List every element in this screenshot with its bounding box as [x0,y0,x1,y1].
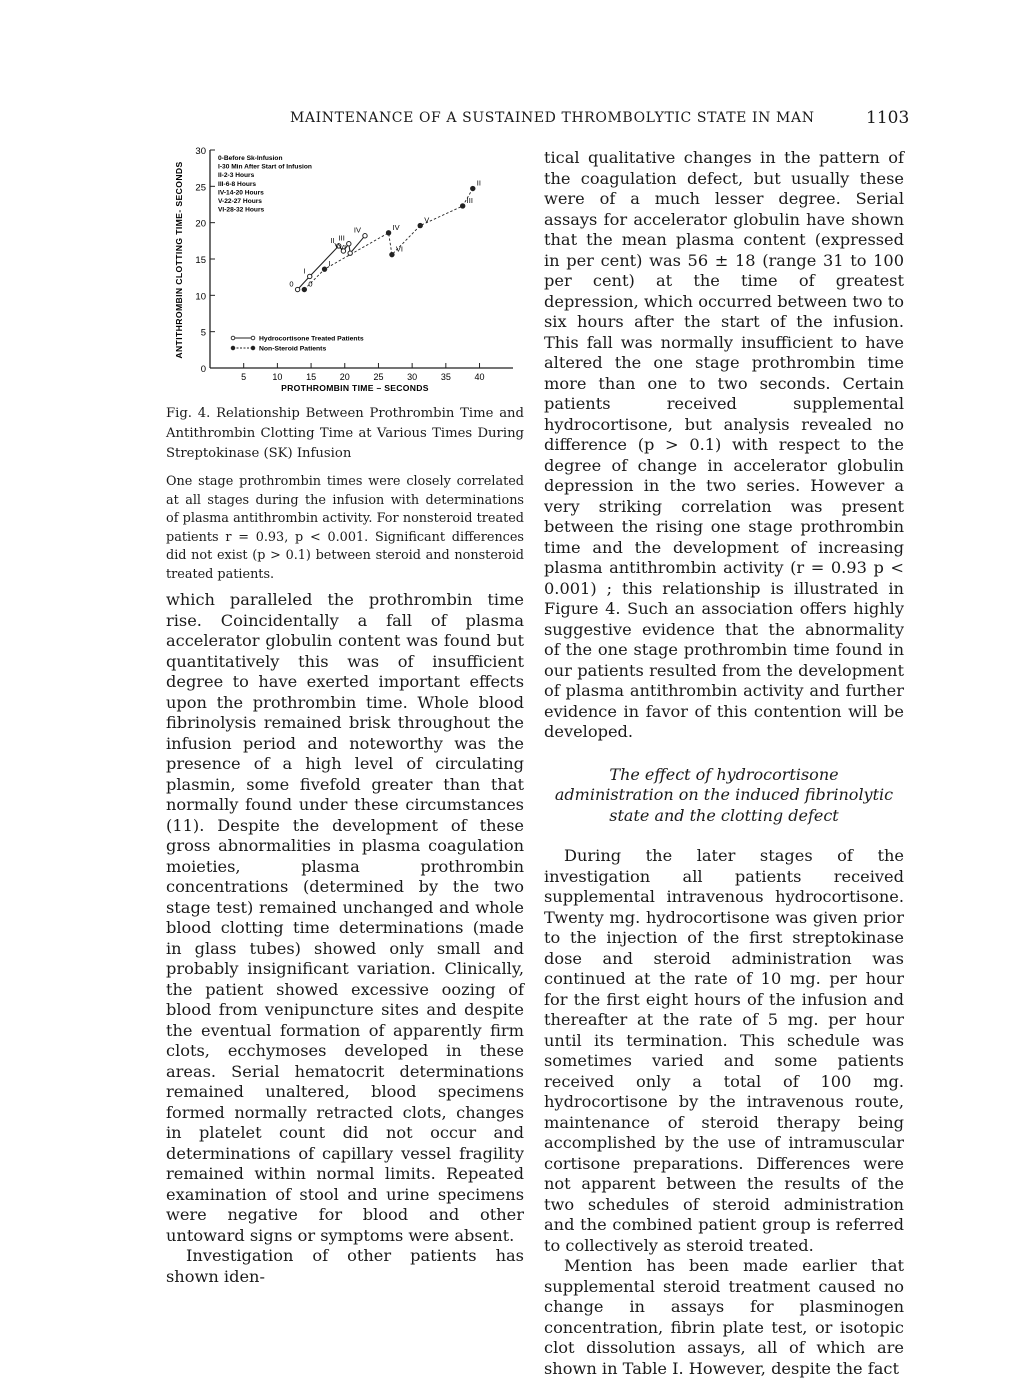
non-steroid-point [302,287,306,291]
stage-legend-item: III-6-8 Hours [218,180,257,188]
point-stage-label: II [476,178,481,188]
non-steroid-point [390,252,394,256]
stage-legend-item: V-22-27 Hours [218,198,262,205]
left-paragraph-1: which paralleled the prothrombin time rise. Coincidentally a fall of plasma accelerator globulin content was found but quantitatively this was of insufficient degree to have exerted important effects upon the prothrombin time. Whole blood fibrinolysis remained brisk throughout the infusion period and noteworthy was the presence of a high level of circulating plasmin, some fivefold greater than that normally found under these circumstances (11). Despite the development of these gross abnormalities in plasma coagulation moieties, plasma prothrombin concentrations (determined by the two stage test) remained unchanged and whole blood clotting time determinations (made in glass tubes) showed only small and probably insignificant variation. Clinically, the patient showed excessive oozing of blood from venipuncture sites and despite the eventual formation of apparently firm clots, ecchymoses developed in these areas. Serial hematocrit determinations remained unaltered, blood specimens formed normally retracted clots, changes in platelet count did not occur and determinations of capillary vessel fragility remained within normal limits. Repeated examination of stool and urine specimens were negative for blood and other untoward signs or symptoms were absent. [166,590,524,1245]
point-stage-label: V [334,241,340,251]
chart-series-lines [298,189,473,290]
x-axis-label: PROTHROMBIN TIME – SECONDS [281,383,429,393]
point-stage-label: II [330,235,335,245]
section-heading: The effect of hydrocortisone administration on the induced fibrinolytic state and the clotting defect [554,764,894,825]
y-tick-label: 5 [200,327,206,339]
left-column [166,590,524,1287]
caption-body: One stage prothrombin times were closely correlated at all stages during the infusion with determinations of plasma antithrombin activity. For nonsteroid treated patients r = 0.93, p < 0.001. Significant differences did not exist (p > 0.1) between steroid and nonsteroid treated patients. [166,474,524,582]
non-steroid-point [418,223,422,227]
non-steroid-point [322,267,326,271]
stage-legend-item: II-2-3 Hours [218,172,255,180]
point-stage-label: VI [339,243,347,253]
point-stage-label: 0 [289,279,294,289]
point-stage-label: I [303,266,306,276]
page-number: 1103 [866,108,910,128]
point-stage-label: 0 [308,279,313,289]
hydrocortisone-point [308,274,312,278]
y-tick-label: 15 [195,255,206,266]
non-steroid-point [386,231,390,235]
figure-caption [166,404,524,585]
hydrocortisone-point [295,287,299,291]
x-tick-label: 5 [241,372,247,382]
legend-marker [231,336,235,340]
y-tick-label: 25 [195,182,206,194]
stage-legend-item: IV-14-20 Hours [218,189,264,197]
stage-legend-item: I-30 Min After Start of Infusion [218,163,312,171]
right-paragraph-2: During the later stages of the investigation all patients received supplemental intravenous hydrocortisone. Twenty mg. hydrocortisone was given prior to the injection of the first streptokinase dose and steroid administration was continued at the rate of 10 mg. per hour for the first eight hours of the infusion and thereafter at the rate of 5 mg. per hour until its termination. This schedule was sometimes varied and some patients received only a total of 100 mg. hydrocortisone by the intravenous route, maintenance of steroid therapy being accomplished by the use of intramuscular cortisone preparations. Differences were not apparent between the results of the two schedules of steroid administration and the combined patient group is referred to collectively as steroid treated. [544,846,904,1255]
caption-heading: Fig. 4. Relationship Between Prothrombin Time and Antithrombin Clotting Time at Various Times During Streptokinase (SK) Infusion [166,406,524,461]
point-stage-label: VI [395,244,404,254]
x-tick-label: 25 [373,372,384,382]
x-tick-label: 20 [339,372,350,382]
point-stage-label: I [328,259,331,269]
left-paragraph-2: Investigation of other patients has shown iden- [166,1246,524,1286]
y-tick-label: 10 [195,291,206,303]
running-head: MAINTENANCE OF A SUSTAINED THROMBOLYTIC STATE IN MAN [290,110,815,126]
y-tick-label: 20 [195,218,206,230]
x-tick-label: 40 [474,372,485,382]
chart-points [289,179,481,292]
stage-legend-item: VI-28-32 Hours [218,206,265,214]
non-steroid-point [460,204,464,208]
stage-legend [218,155,312,214]
right-column [544,148,904,1379]
legend-marker [251,346,255,350]
hydrocortisone-point [347,242,351,246]
series-legend [231,336,364,353]
figure-4-scatter-plot [160,140,530,400]
point-stage-label: III [338,233,345,243]
point-stage-label: V [424,215,430,225]
x-tick-label: 30 [407,372,418,382]
non-steroid-point [471,186,475,190]
y-tick-label: 0 [200,364,206,375]
hydrocortisone-point [363,234,367,238]
series-legend-label: Hydrocortisone Treated Patients [259,335,364,343]
point-stage-label: IV [353,225,361,235]
stage-legend-item: 0-Before Sk-Infusion [218,155,283,162]
x-tick-label: 35 [440,372,451,382]
y-tick-label: 30 [195,146,206,157]
point-stage-label: III [466,195,473,205]
x-tick-label: 15 [306,372,317,382]
point-stage-label: IV [392,222,400,232]
x-tick-label: 10 [272,372,283,382]
series-legend-label: Non-Steroid Patients [259,345,327,353]
legend-marker [251,336,255,340]
hydrocortisone-point [348,251,352,255]
legend-marker [231,346,235,350]
y-axis-label: ANTITHROMBIN CLOTTING TIME- SECONDS [174,161,184,359]
right-paragraph-1: tical qualitative changes in the pattern of the coagulation defect, but usually these were of a much lesser degree. Serial assays for accelerator globulin have shown that the mean plasma content (expressed in per cent) was 56 ± 18 (range 31 to 100 per cent) at the time of greatest depression, which occurred between two to six hours after the start of the infusion. This fall was normally insufficient to have altered the one stage prothrombin time more than one to two seconds. Certain patients received supplemental hydrocortisone, but analysis revealed no difference (p > 0.1) with respect to the degree of change in accelerator globulin depression in the two series. However a very striking correlation was present between the rising one stage prothrombin time and the development of increasing plasma antithrombin activity (r = 0.93 p < 0.001) ; this relationship is illustrated in Figure 4. Such an association offers highly suggestive evidence that the abnormality of the one stage prothrombin time found in our patients resulted from the development of plasma antithrombin activity and further evidence in favor of this contention will be developed. [544,148,904,741]
right-paragraph-3: Mention has been made earlier that supplemental steroid treatment caused no change in assays for plasminogen concentration, fibrin plate test, or isotopic clot dissolution assays, all of which are shown in Table I. However, despite the fact [544,1256,904,1378]
